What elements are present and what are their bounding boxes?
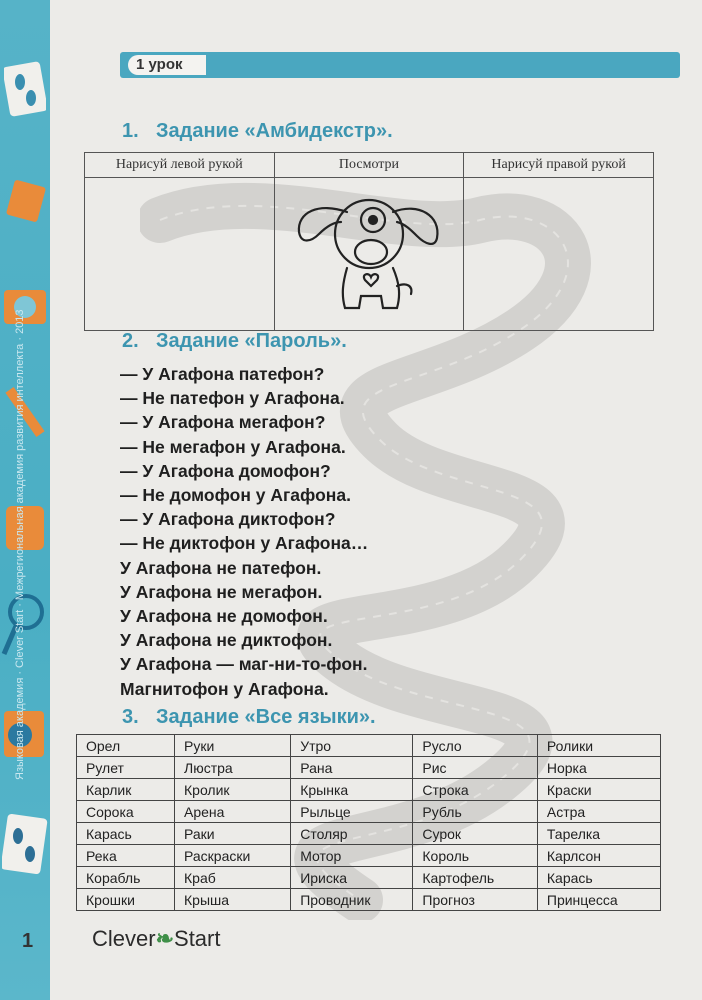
column-header-right: Нарисуй правой рукой [464, 153, 654, 178]
word-cell: Раскраски [175, 845, 291, 867]
dialog-line: У Агафона не мегафон. [120, 581, 323, 602]
word-cell: Крошки [77, 889, 175, 911]
dialog-line: — У Агафона диктофон? [120, 509, 336, 530]
footprints-icon [4, 60, 46, 120]
table-row [77, 801, 661, 823]
word-cell: Арена [175, 801, 291, 823]
word-cell: Краски [537, 779, 660, 801]
draw-area-left[interactable] [85, 178, 275, 331]
word-cell: Кролик [175, 779, 291, 801]
table-row [77, 845, 661, 867]
dialog-line: У Агафона не домофон. [120, 606, 328, 627]
word-cell: Прогноз [413, 889, 537, 911]
word-cell: Картофель [413, 867, 537, 889]
dialog-line: Магнитофон у Агафона. [120, 678, 329, 699]
word-cell: Корабль [77, 867, 175, 889]
word-cell: Король [413, 845, 537, 867]
word-cell: Рулет [77, 757, 175, 779]
word-cell: Норка [537, 757, 660, 779]
table-row [77, 757, 661, 779]
draw-area-right[interactable] [464, 178, 654, 331]
clever-start-logo [92, 926, 220, 952]
task3-title [122, 706, 376, 729]
word-cell: Рана [291, 757, 413, 779]
column-header-left: Нарисуй левой рукой [85, 153, 275, 178]
table-row [77, 779, 661, 801]
task2-number: 2. [122, 330, 139, 352]
word-cell: Строка [413, 779, 537, 801]
table-row [77, 735, 661, 757]
word-cell: Ролики [537, 735, 660, 757]
table-row [77, 867, 661, 889]
lesson-label: 1 урок [128, 55, 206, 75]
sidebar-strip [0, 0, 50, 1000]
word-cell: Астра [537, 801, 660, 823]
word-cell: Люстра [175, 757, 291, 779]
word-cell: Раки [175, 823, 291, 845]
word-cell: Столяр [291, 823, 413, 845]
task1-title [122, 120, 393, 143]
word-cell: Карлсон [537, 845, 660, 867]
task2-title-text: Задание «Пароль». [156, 330, 347, 352]
dialog-line: — Не диктофон у Агафона… [120, 533, 369, 554]
task2-title [122, 330, 347, 353]
column-header-look: Посмотри [274, 153, 464, 178]
dialog-line: У Агафона не патефон. [120, 557, 322, 578]
word-cell: Карлик [77, 779, 175, 801]
task3-number: 3. [122, 706, 139, 728]
word-cell: Русло [413, 735, 537, 757]
word-cell: Карась [77, 823, 175, 845]
task1-number: 1. [122, 120, 139, 142]
logo-right-text: Start [174, 926, 221, 951]
word-cell: Сурок [413, 823, 537, 845]
word-cell: Сорока [77, 801, 175, 823]
word-cell: Карась [537, 867, 660, 889]
word-cell: Принцесса [537, 889, 660, 911]
dialog-line: У Агафона не диктофон. [120, 630, 333, 651]
dialog-line: — У Агафона домофон? [120, 460, 331, 481]
logo-mark-icon: ❧ [155, 926, 175, 951]
dialog-line: — У Агафона патефон? [120, 364, 325, 384]
word-cell: Рубль [413, 801, 537, 823]
word-cell: Крынка [291, 779, 413, 801]
word-cell: Рыльце [291, 801, 413, 823]
task1-title-text: Задание «Амбидекстр». [156, 120, 393, 142]
dialog-line: — Не патефон у Агафона. [120, 388, 345, 409]
word-cell: Орел [77, 735, 175, 757]
password-dialog [120, 362, 368, 701]
logo-left-text: Clever [92, 926, 156, 951]
task3-title-text: Задание «Все языки». [156, 706, 376, 728]
word-cell: Проводник [291, 889, 413, 911]
footprints-icon [2, 812, 48, 878]
dog-drawing-icon [289, 182, 449, 322]
sample-cell [274, 178, 464, 331]
word-cell: Руки [175, 735, 291, 757]
word-cell: Рис [413, 757, 537, 779]
word-cell: Тарелка [537, 823, 660, 845]
dialog-line: У Агафона — маг-ни-то-фон. [120, 654, 368, 675]
word-cell: Утро [291, 735, 413, 757]
word-cell: Ириска [291, 867, 413, 889]
word-cell: Крыша [175, 889, 291, 911]
dialog-line: — Не мегафон у Агафона. [120, 436, 346, 457]
dialog-line: — У Агафона мегафон? [120, 412, 326, 433]
table-row [77, 823, 661, 845]
word-cell: Мотор [291, 845, 413, 867]
word-cell: Река [77, 845, 175, 867]
dialog-line: — Не домофон у Агафона. [120, 485, 351, 506]
word-cell: Краб [175, 867, 291, 889]
ambidexter-table [84, 152, 654, 331]
book-icon [6, 175, 46, 225]
table-row [77, 889, 661, 911]
page-number: 1 [22, 930, 34, 952]
words-table [76, 734, 661, 911]
